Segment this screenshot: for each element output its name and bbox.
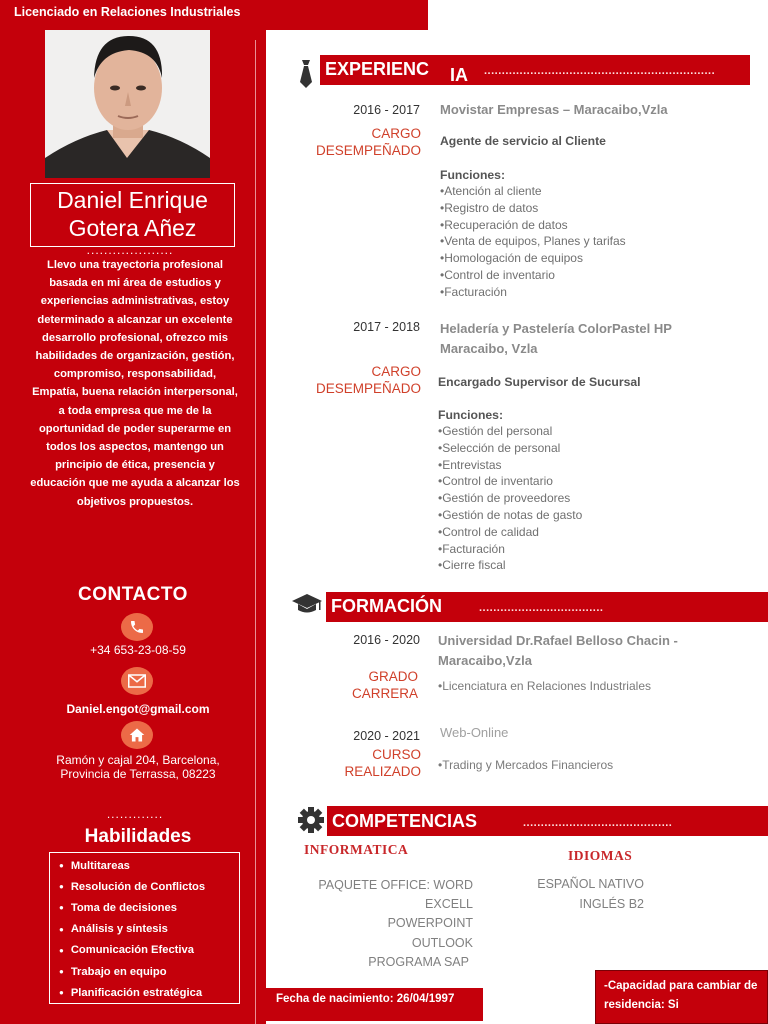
edu1-dates: 2016 - 2020	[353, 633, 420, 647]
edu1-detail: •Licenciatura en Relaciones Industriales	[438, 679, 651, 693]
education-title: FORMACIÓN	[331, 596, 442, 616]
contact-title: CONTACTO	[78, 584, 188, 605]
bio-text: Llevo una trayectoria profesional basada en mi área de estudios y experiencias administrativas, estoy determinado a alcanzar un excelente desarrollo profesional, ofrezco mis habilidades de organización, gestión, compromiso, responsabilidad, Empatía, buena relación interpersonal, a toda empresa que me de la oportunidad de poder superarme en todos los aspectos, mantengo un principio de ética, presencia y educación que me ayuda a alcanzar los objetivos propuestos.	[30, 259, 240, 508]
list-item: ESPAÑOL NATIVO	[537, 877, 644, 891]
list-item: •Control de inventario	[438, 474, 553, 489]
list-item: EXCELL	[425, 897, 473, 912]
list-item: •Homologación de equipos	[440, 251, 583, 266]
job2-functions-title: Funciones:	[438, 408, 504, 422]
job1-company: Movistar Empresas – Maracaibo,Vzla	[440, 102, 668, 117]
skills-box	[49, 852, 240, 1004]
name-box	[30, 183, 235, 247]
list-item: •Recuperación de datos	[440, 217, 568, 232]
experience-header	[320, 55, 750, 85]
education-header	[326, 592, 768, 622]
experience-title-tail: IA	[450, 65, 468, 85]
list-item: •Facturación	[438, 541, 505, 556]
edu2-dates: 2020 - 2021	[353, 729, 420, 743]
competencies-header	[327, 806, 768, 836]
list-item: •Control de calidad	[438, 524, 539, 539]
list-item: •Atención al cliente	[440, 184, 542, 198]
edu2-school: Web-Online	[440, 725, 509, 740]
job1-dates: 2016 - 2017	[353, 103, 420, 117]
idiomas-title: IDIOMAS	[568, 848, 633, 863]
informatica-list	[290, 876, 473, 972]
list-item: PAQUETE OFFICE: WORD	[318, 878, 473, 892]
skills-divider: .............	[106, 807, 164, 821]
list-item: •Registro de datos	[440, 200, 539, 215]
idiomas-list	[520, 874, 644, 914]
list-item: •Gestión de notas de gasto	[438, 507, 583, 522]
job1-functions-title: Funciones:	[440, 168, 506, 182]
tie-icon	[296, 58, 316, 93]
list-item: •Venta de equipos, Planes y tarifas	[440, 234, 626, 249]
profile-photo	[45, 30, 210, 178]
list-item: INGLÉS B2	[579, 897, 644, 911]
list-item: •Control de inventario	[440, 267, 555, 282]
job2-functions	[438, 423, 582, 574]
job2-company: Heladería y Pastelería ColorPastel HP Maracaibo, Vzla	[440, 321, 672, 356]
experience-dots: .................................................................	[484, 65, 716, 77]
competencies-title: COMPETENCIAS	[332, 811, 478, 831]
skill-item: ● Multitareas	[59, 859, 130, 872]
education-dots: ...................................	[479, 602, 604, 614]
skill-item: ● Resolución de Conflictos	[59, 880, 206, 893]
skill-item: ● Análisis y síntesis	[59, 923, 168, 936]
job1-role: Agente de servicio al Cliente	[440, 134, 606, 148]
competencies-dots: ..........................................	[523, 817, 673, 829]
skill-item: ● Planificación estratégica	[59, 986, 203, 999]
informatica-title: INFORMATICA	[304, 842, 409, 857]
phone-icon	[121, 613, 153, 641]
home-icon	[121, 721, 153, 749]
list-item: PROGRAMA SAP	[368, 954, 469, 969]
edu2-detail: •Trading y Mercados Financieros	[438, 758, 614, 772]
name-line-1: Daniel Enrique	[57, 187, 208, 213]
email-link[interactable]: Daniel.engot@gmail.com	[66, 702, 210, 716]
job2-role-label: CARGO DESEMPEÑADO	[315, 364, 421, 396]
job2-dates: 2017 - 2018	[353, 320, 420, 334]
gear-icon	[297, 806, 325, 839]
skill-item: ● Comunicación Efectiva	[59, 944, 194, 957]
list-item: •Entrevistas	[438, 457, 502, 472]
edu1-school: Universidad Dr.Rafael Belloso Chacin - Maracaibo,Vzla	[438, 633, 678, 668]
mail-icon	[121, 667, 153, 695]
list-item: •Gestión del personal	[438, 424, 553, 438]
address-line-2: Provincia de Terrassa, 08223	[60, 767, 216, 781]
list-item: POWERPOINT	[387, 916, 473, 931]
edu1-label: GRADO CARRERA	[351, 669, 418, 701]
relocation-box	[595, 970, 768, 1024]
relocation-line-1: -Capacidad para cambiar de	[604, 980, 758, 992]
skills-title: Habilidades	[84, 826, 192, 847]
edu2-label: CURSO REALIZADO	[344, 747, 421, 779]
job1-role-label: CARGO DESEMPEÑADO	[315, 126, 421, 158]
list-item: •Selección de personal	[438, 440, 561, 455]
address-line-1: Ramón y cajal 204, Barcelona,	[56, 753, 220, 767]
skill-item: ● Toma de decisiones	[59, 901, 177, 914]
skill-item: ● Trabajo en equipo	[59, 965, 167, 978]
list-item: •Cierre fiscal	[438, 558, 506, 573]
graduation-cap-icon	[291, 592, 323, 619]
name-line-2: Gotera Añez	[68, 215, 197, 241]
list-item: •Gestión de proveedores	[438, 491, 571, 506]
list-item: •Facturación	[440, 284, 507, 299]
relocation-line-2: residencia: Si	[604, 999, 679, 1011]
phone-number[interactable]: +34 653-23-08-59	[90, 643, 186, 657]
experience-title: EXPERIENC	[325, 59, 430, 79]
sidebar-divider-line	[255, 40, 256, 1024]
header-title: Licenciado en Relaciones Industriales	[0, 0, 428, 30]
birth-date: Fecha de nacimiento: 26/04/1997	[266, 988, 483, 1021]
address	[0, 753, 276, 781]
job2-role: Encargado Supervisor de Sucursal	[438, 375, 641, 389]
list-item: OUTLOOK	[411, 935, 473, 950]
job1-functions	[440, 183, 626, 301]
name-divider: ....................	[86, 243, 174, 257]
